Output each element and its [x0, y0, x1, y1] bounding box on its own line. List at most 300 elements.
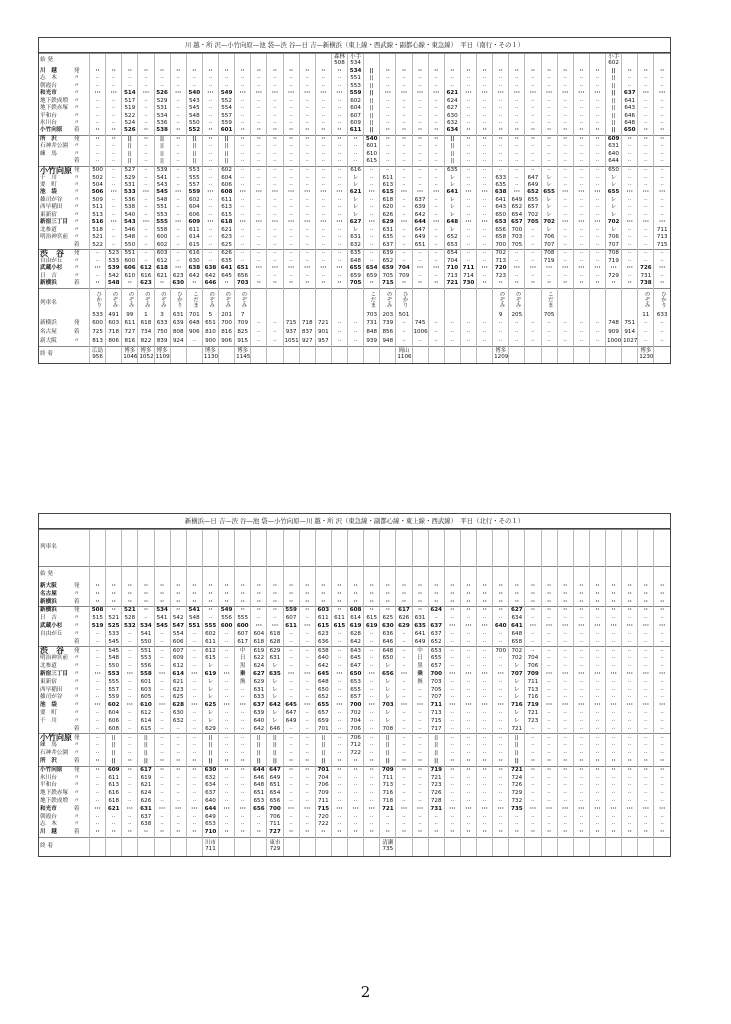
time-cell: ··: [622, 212, 638, 219]
time-cell: ··: [154, 734, 170, 743]
time-cell: ··: [589, 631, 605, 639]
station-name: 小竹向原: [40, 127, 63, 134]
time-cell: ··: [573, 694, 589, 702]
time-cell: 608: [106, 726, 122, 734]
time-cell: ··: [460, 250, 476, 259]
time-cell: ··: [283, 128, 299, 136]
time-cell: ··: [541, 775, 557, 783]
time-cell: ··: [654, 105, 670, 112]
time-cell: ||: [267, 750, 283, 758]
time-cell: ··: [638, 639, 654, 647]
time-cell: ··: [525, 273, 541, 280]
time-cell: ··: [380, 814, 396, 822]
time-cell: 609: [348, 120, 364, 127]
time-cell: ··: [444, 639, 460, 647]
station-row: [39, 806, 670, 814]
time-cell: ···: [622, 190, 638, 197]
station-name: 日 吉: [40, 272, 57, 279]
time-cell: ··: [315, 105, 331, 112]
time-cell: 948: [380, 337, 396, 347]
time-cell: ··: [186, 599, 202, 607]
time-cell: ···: [106, 190, 122, 197]
time-cell: ··: [251, 615, 267, 623]
time-cell: ··: [412, 599, 428, 607]
arr-dep-mark: 〃: [73, 265, 80, 272]
time-cell: ··: [90, 113, 106, 120]
time-cell: ··: [412, 83, 428, 90]
time-cell: ··: [202, 234, 218, 241]
time-cell: ··: [541, 615, 557, 623]
time-cell: 657: [315, 710, 331, 718]
time-cell: ··: [460, 128, 476, 136]
time-cell: ··: [364, 166, 380, 175]
time-cell: ··: [170, 182, 186, 189]
header-cell: [348, 837, 364, 856]
header-cell: [412, 54, 428, 69]
time-cell: 611: [219, 197, 235, 204]
time-cell: ··: [589, 68, 605, 75]
time-cell: ··: [315, 258, 331, 265]
time-cell: ··: [444, 599, 460, 607]
time-cell: 631: [267, 655, 283, 663]
time-cell: ||: [251, 758, 267, 766]
time-cell: ··: [331, 814, 347, 822]
time-cell: ··: [477, 591, 493, 599]
time-cell: ··: [428, 328, 444, 337]
arr-dep-mark: 着: [73, 328, 80, 335]
time-cell: 708: [541, 250, 557, 259]
time-cell: ··: [396, 639, 412, 647]
time-cell: ··: [541, 105, 557, 112]
time-cell: ··: [444, 742, 460, 750]
time-cell: ··: [90, 734, 106, 743]
header-cell: [267, 530, 283, 567]
time-cell: ··: [557, 273, 573, 280]
header-cell: [267, 567, 283, 584]
station-name: 地下鉄成増: [40, 97, 68, 104]
time-cell: ··: [138, 98, 154, 105]
time-cell: 黒: [412, 663, 428, 671]
time-cell: ···: [267, 266, 283, 273]
time-cell: ··: [170, 829, 186, 837]
header-cell: 博多 1052: [138, 347, 154, 364]
time-cell: ··: [525, 250, 541, 259]
time-cell: ···: [622, 266, 638, 273]
time-cell: ··: [90, 631, 106, 639]
header-cell: [154, 567, 170, 584]
time-cell: ··: [428, 337, 444, 347]
time-cell: ··: [460, 663, 476, 671]
arr-dep-mark: 着: [73, 758, 80, 765]
arr-dep-mark: 発: [64, 250, 89, 259]
time-cell: ··: [331, 599, 347, 607]
time-cell: 731: [364, 319, 380, 328]
time-cell: ··: [315, 75, 331, 82]
time-cell: 716: [380, 790, 396, 798]
time-cell: ··: [606, 814, 622, 822]
time-cell: ··: [541, 113, 557, 120]
time-cell: 700: [267, 806, 283, 814]
time-cell: ··: [654, 120, 670, 127]
time-cell: ··: [525, 750, 541, 758]
time-cell: ··: [541, 68, 557, 75]
time-cell: ···: [654, 266, 670, 273]
time-cell: ··: [283, 113, 299, 120]
header-cell: [186, 567, 202, 584]
time-cell: ··: [267, 98, 283, 105]
time-cell: ··: [493, 158, 509, 166]
time-cell: ··: [122, 782, 138, 790]
time-cell: ||: [219, 151, 235, 158]
header-cell: 博多 1209: [493, 347, 509, 364]
time-cell: ··: [299, 250, 315, 259]
time-cell: ||: [444, 135, 460, 143]
time-cell: ··: [348, 798, 364, 806]
time-cell: ··: [654, 766, 670, 774]
time-cell: ··: [235, 105, 251, 112]
time-cell: ··: [219, 758, 235, 766]
time-cell: ··: [219, 829, 235, 837]
time-cell: ··: [396, 829, 412, 837]
time-cell: 549: [219, 90, 235, 97]
time-cell: ··: [331, 105, 347, 112]
header-cell: [589, 530, 605, 567]
time-cell: ··: [186, 766, 202, 774]
station-row: [39, 615, 670, 623]
time-cell: ··: [106, 105, 122, 112]
time-cell: ··: [525, 227, 541, 234]
time-cell: ··: [606, 798, 622, 806]
time-cell: ··: [622, 250, 638, 259]
time-cell: 659: [348, 273, 364, 280]
station-name: [39, 158, 64, 166]
header-cell: [525, 288, 541, 319]
time-cell: ··: [428, 280, 444, 288]
time-cell: ···: [541, 806, 557, 814]
station-row: [39, 90, 670, 97]
time-cell: 900: [202, 337, 218, 347]
time-cell: ||: [364, 128, 380, 136]
time-cell: 721: [380, 806, 396, 814]
station-name: 東新宿: [40, 678, 57, 685]
time-cell: ··: [283, 212, 299, 219]
time-cell: ··: [331, 158, 347, 166]
time-cell: ··: [380, 75, 396, 82]
time-cell: ··: [477, 694, 493, 702]
time-cell: ··: [654, 750, 670, 758]
time-cell: ···: [444, 702, 460, 710]
train-name-cell: のぞみ 1: [138, 288, 154, 319]
time-cell: ··: [170, 607, 186, 615]
time-cell: ··: [90, 814, 106, 822]
time-cell: ··: [380, 829, 396, 837]
time-cell: ··: [557, 227, 573, 234]
time-cell: ··: [460, 197, 476, 204]
time-cell: ··: [412, 113, 428, 120]
header-cell: [122, 837, 138, 856]
time-cell: ··: [444, 75, 460, 82]
time-cell: 701: [315, 766, 331, 774]
time-cell: ··: [412, 750, 428, 758]
time-cell: ··: [396, 790, 412, 798]
time-cell: 635: [412, 623, 428, 631]
train-name-cell: ひかり 533: [90, 288, 106, 319]
time-cell: レ: [444, 182, 460, 189]
time-cell: ··: [477, 766, 493, 774]
time-cell: 711: [315, 798, 331, 806]
header-cell: [235, 567, 251, 584]
time-cell: ···: [477, 806, 493, 814]
time-cell: 728: [428, 798, 444, 806]
time-cell: ··: [622, 694, 638, 702]
time-cell: ··: [267, 68, 283, 75]
header-cell: [557, 288, 573, 319]
row-label: 始 発: [39, 54, 90, 69]
time-cell: ··: [589, 337, 605, 347]
time-cell: 713: [493, 258, 509, 265]
time-cell: ··: [283, 182, 299, 189]
time-cell: ··: [364, 750, 380, 758]
time-cell: ··: [251, 591, 267, 599]
time-cell: ··: [444, 726, 460, 734]
header-cell: [460, 347, 476, 364]
time-cell: 618: [106, 798, 122, 806]
time-cell: ··: [557, 113, 573, 120]
time-cell: 708: [606, 250, 622, 259]
time-cell: ··: [251, 128, 267, 136]
time-cell: 723: [525, 718, 541, 726]
time-cell: ··: [493, 655, 509, 663]
time-cell: 508: [90, 607, 106, 615]
time-cell: ··: [557, 663, 573, 671]
time-cell: 723: [428, 782, 444, 790]
time-cell: 655: [541, 190, 557, 197]
time-cell: ··: [251, 607, 267, 615]
time-cell: ··: [589, 742, 605, 750]
header-cell: [315, 837, 331, 856]
time-cell: ··: [557, 75, 573, 82]
time-cell: ···: [477, 190, 493, 197]
time-cell: ··: [557, 726, 573, 734]
time-cell: 618: [380, 197, 396, 204]
time-cell: ··: [477, 258, 493, 265]
time-cell: ··: [267, 204, 283, 211]
station-row: [39, 151, 670, 158]
time-cell: ··: [525, 599, 541, 607]
station-name: 新横浜: [40, 598, 57, 605]
time-cell: ··: [493, 128, 509, 136]
time-cell: ··: [315, 212, 331, 219]
time-cell: 638: [186, 266, 202, 273]
time-cell: ··: [90, 120, 106, 127]
time-cell: ··: [299, 158, 315, 166]
time-cell: ··: [186, 591, 202, 599]
time-cell: ||: [606, 83, 622, 90]
header-cell: [348, 567, 364, 584]
time-cell: 531: [122, 182, 138, 189]
header-cell: [364, 567, 380, 584]
time-cell: ··: [283, 639, 299, 647]
time-cell: レ: [606, 182, 622, 189]
header-cell: [444, 347, 460, 364]
time-cell: ··: [90, 128, 106, 136]
time-cell: 626: [380, 212, 396, 219]
time-cell: ··: [573, 798, 589, 806]
station-name: 練 馬: [40, 742, 57, 749]
time-cell: ··: [364, 790, 380, 798]
time-cell: ···: [638, 90, 654, 97]
time-cell: ···: [170, 266, 186, 273]
time-cell: 718: [106, 328, 122, 337]
time-cell: 614: [348, 615, 364, 623]
time-cell: ··: [477, 182, 493, 189]
time-cell: 651: [251, 790, 267, 798]
time-cell: ··: [315, 273, 331, 280]
time-cell: ··: [638, 615, 654, 623]
time-cell: ··: [299, 182, 315, 189]
time-cell: 714: [460, 273, 476, 280]
time-cell: ··: [541, 663, 557, 671]
time-cell: ··: [460, 607, 476, 615]
time-cell: 624: [138, 790, 154, 798]
time-cell: 706: [348, 726, 364, 734]
header-cell: [493, 837, 509, 856]
time-cell: ···: [606, 671, 622, 679]
header-cell: [90, 837, 106, 856]
time-cell: ||: [267, 742, 283, 750]
time-cell: ··: [477, 679, 493, 687]
time-cell: ··: [331, 821, 347, 829]
time-cell: ··: [428, 75, 444, 82]
time-cell: 618: [267, 631, 283, 639]
time-cell: ···: [283, 90, 299, 97]
time-cell: 541: [154, 615, 170, 623]
time-cell: 633: [251, 694, 267, 702]
time-cell: ··: [235, 128, 251, 136]
time-cell: ···: [573, 266, 589, 273]
time-cell: ··: [493, 166, 509, 175]
time-cell: ··: [622, 726, 638, 734]
time-cell: レ: [606, 197, 622, 204]
station-row: [39, 135, 670, 143]
time-cell: ··: [412, 250, 428, 259]
time-cell: ··: [122, 710, 138, 718]
timetable-grid: [39, 53, 670, 363]
time-cell: 621: [348, 190, 364, 197]
time-cell: ··: [444, 734, 460, 743]
arr-dep-mark: 〃: [73, 590, 80, 597]
time-cell: ··: [622, 615, 638, 623]
time-cell: ··: [299, 631, 315, 639]
time-cell: ··: [638, 98, 654, 105]
time-cell: ··: [444, 758, 460, 766]
time-cell: ··: [364, 647, 380, 656]
time-cell: ··: [251, 158, 267, 166]
time-cell: 730: [460, 280, 476, 288]
time-cell: ··: [412, 68, 428, 75]
time-cell: ··: [331, 166, 347, 175]
arr-dep-mark: 着: [73, 725, 80, 732]
time-cell: 611: [380, 175, 396, 182]
time-cell: ··: [396, 158, 412, 166]
time-cell: ···: [557, 219, 573, 226]
time-cell: ··: [573, 663, 589, 671]
time-cell: ··: [202, 607, 218, 615]
time-cell: ··: [622, 718, 638, 726]
time-cell: ···: [364, 219, 380, 226]
header-cell: [106, 54, 122, 69]
time-cell: ···: [315, 219, 331, 226]
time-cell: ··: [638, 694, 654, 702]
station-row: [39, 829, 670, 837]
time-cell: ···: [444, 623, 460, 631]
time-cell: ··: [573, 655, 589, 663]
time-cell: ··: [557, 319, 573, 328]
time-cell: ||: [202, 750, 218, 758]
time-cell: 621: [444, 90, 460, 97]
time-cell: ··: [638, 710, 654, 718]
time-cell: ··: [235, 135, 251, 143]
time-cell: 646: [202, 280, 218, 288]
time-cell: ··: [267, 591, 283, 599]
time-cell: ···: [622, 623, 638, 631]
time-cell: ···: [331, 671, 347, 679]
time-cell: ··: [557, 280, 573, 288]
time-cell: ··: [283, 175, 299, 182]
time-cell: ··: [315, 83, 331, 90]
time-cell: ···: [573, 671, 589, 679]
time-cell: ··: [589, 599, 605, 607]
time-cell: 606: [122, 266, 138, 273]
time-cell: 626: [396, 615, 412, 623]
time-cell: 623: [219, 234, 235, 241]
time-cell: ··: [396, 742, 412, 750]
time-cell: ··: [477, 68, 493, 75]
station-name: 平和台: [40, 782, 57, 789]
time-cell: ··: [235, 113, 251, 120]
time-cell: ··: [428, 821, 444, 829]
time-cell: ···: [573, 90, 589, 97]
time-cell: 720: [315, 814, 331, 822]
station-name: 北参道: [40, 226, 57, 233]
station-row: [39, 98, 670, 105]
time-cell: 641: [219, 266, 235, 273]
time-cell: ··: [235, 591, 251, 599]
time-cell: 658: [493, 234, 509, 241]
time-cell: 640: [202, 798, 218, 806]
time-cell: 648: [251, 782, 267, 790]
time-cell: ··: [525, 166, 541, 175]
time-cell: ||: [186, 151, 202, 158]
time-cell: ···: [477, 623, 493, 631]
time-cell: ··: [638, 166, 654, 175]
time-cell: ··: [348, 151, 364, 158]
time-cell: レ: [541, 175, 557, 182]
time-cell: ··: [331, 280, 347, 288]
time-cell: ··: [493, 83, 509, 90]
time-cell: 621: [170, 679, 186, 687]
time-cell: ··: [138, 135, 154, 143]
station-row: [39, 258, 670, 265]
time-cell: ··: [573, 151, 589, 158]
time-cell: ··: [460, 655, 476, 663]
time-cell: ··: [573, 258, 589, 265]
station-row: [39, 75, 670, 82]
time-cell: 612: [138, 710, 154, 718]
time-cell: ··: [90, 663, 106, 671]
time-cell: 652: [509, 204, 525, 211]
time-cell: ··: [138, 105, 154, 112]
